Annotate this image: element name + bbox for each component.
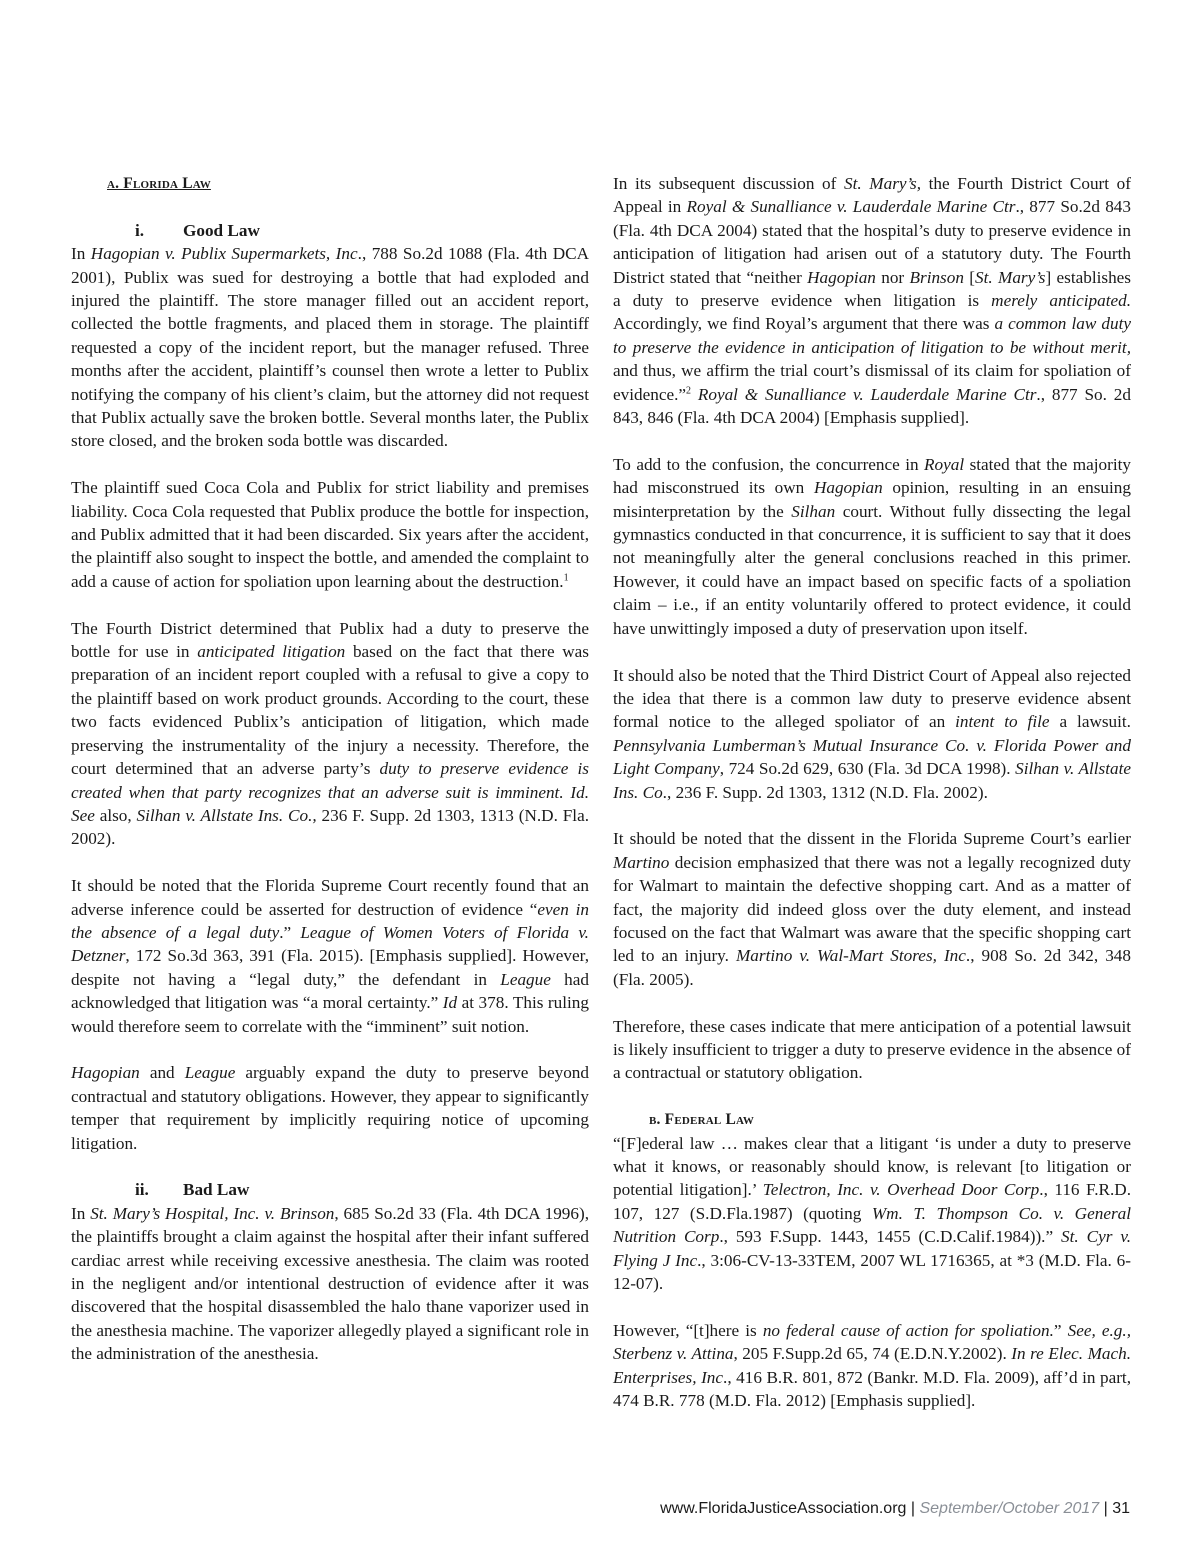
text-run: ., 3:06-CV-13-33TEM, 2007 WL 1716365, at *3 (M.D. Fla. 6-12-07). bbox=[613, 1250, 1131, 1294]
italic-text: Royal bbox=[924, 454, 965, 474]
paragraph bbox=[613, 1015, 1131, 1085]
italic-text: Martino v. Wal-Mart Stores, Inc bbox=[735, 946, 966, 966]
subheading-good-law bbox=[71, 219, 589, 242]
paragraph bbox=[613, 1319, 1131, 1413]
paragraph bbox=[613, 172, 1131, 429]
text-run: decision emphasized that there was not a legally recognized duty for Walmart to maintain the defective shopping cart. And as a matter of fact, the majority did indeed gloss over the duty element, and instead focused on the fact that Walmart was aware that the specific shopping cart led to an injury. bbox=[613, 852, 1131, 966]
italic-text: Martino bbox=[613, 852, 670, 872]
italic-text: Silhan v. Allstate Ins. Co., bbox=[136, 805, 317, 825]
italic-text: League of Women Voters of Florida v. Detzner bbox=[71, 922, 589, 966]
text-run: nor bbox=[875, 267, 910, 287]
text-run: , 685 So.2d 33 (Fla. 4th DCA 1996), the plaintiffs brought a claim against the hospital after their infant suffered cardiac arrest while receiving excessive anesthesia. The claim was rooted in the negligent and/or intentional destruction of evidence after it was discovered that the hospital disassembled the halo thane vaporizer used in the anesthesia machine. The vaporizer allegedly played a significant role in the administration of the anesthesia. bbox=[71, 1203, 589, 1364]
italic-text: duty to preserve evidence is created when that party recognizes that an adverse suit is imminent. Id. See bbox=[71, 759, 589, 825]
footnote-marker: 1 bbox=[563, 572, 569, 584]
text-run: It should be noted that the Florida Supreme Court recently found that an adverse inference could be asserted for destruction of evidence “ bbox=[71, 876, 589, 919]
text-run: , 205 F.Supp.2d 65, 74 (E.D.N.Y.2002). bbox=[733, 1344, 1012, 1364]
italic-text: St. Mary’s bbox=[975, 267, 1046, 287]
text-run: Therefore, these cases indicate that mere anticipation of a potential lawsuit is likely insufficient to trigger a duty to preserve evidence in the absence of a contractual or statutory obligation. bbox=[613, 1016, 1131, 1083]
text-run: based on the fact that there was preparation of an incident report coupled with a refusal to give a copy to the plaintiff based on work product grounds. According to the court, these two facts evidenced Publix’s anticipation of litigation, which made preserving the instrumentality of the injury a necessity. Therefore, the court determined that an adverse party’s bbox=[71, 642, 589, 779]
italic-text: See, e.g., Sterbenz v. Attina bbox=[613, 1320, 1131, 1364]
italic-text: In re Elec. Mach. Enterprises, Inc bbox=[613, 1344, 1131, 1387]
footer-issue-date: September/October 2017 bbox=[919, 1500, 1100, 1517]
italic-text: Pennsylvania Lumberman’s Mutual Insurance Co. v. Florida Power and Light Company bbox=[613, 735, 1131, 779]
footer-separator: | bbox=[906, 1500, 920, 1517]
text-run: In bbox=[71, 244, 91, 264]
text-run: arguably expand the duty to preserve beyond contractual and statutory obligations. However, they appear to significantly temper that requirement by implicitly requiring notice of upcoming litigation. bbox=[71, 1063, 589, 1153]
italic-text: Brinson bbox=[909, 267, 964, 287]
italic-text: even in the absence of a legal duty bbox=[71, 899, 589, 942]
paragraph bbox=[71, 1061, 589, 1155]
text-run: court. Without fully dissecting the legal gymnastics conducted in that concurrence, it is sufficient to say that it does not meaningfully alter the general conclusions reached in this primer. However, it could have an impact based on specific facts of a spoliation claim – i.e., if an entity voluntarily offered to protect evidence, it could have unwittingly imposed a duty of preservation upon itself. bbox=[613, 501, 1132, 638]
text-run: ” bbox=[1053, 1320, 1068, 1340]
text-run: at 378. This ruling would therefore seem to correlate with the “imminent” suit notion. bbox=[71, 993, 589, 1036]
italic-text: Telectron, Inc. v. Overhead Door Corp bbox=[762, 1180, 1040, 1200]
text-run: ., 416 B.R. 801, 872 (Bankr. M.D. Fla. 2009), aff’d in part, 474 B.R. 778 (M.D. Fla. 2012) [Emphasis supplied]. bbox=[613, 1367, 1131, 1411]
text-run: a lawsuit. bbox=[1049, 712, 1131, 732]
italic-text: merely anticipated. bbox=[991, 291, 1131, 311]
text-run: had acknowledged that litigation was “a moral certainty.” bbox=[71, 969, 589, 1013]
italic-text: League bbox=[184, 1063, 236, 1083]
text-run: also, bbox=[94, 805, 137, 825]
text-run: ., 593 F.Supp. 1443, 1455 (C.D.Calif.1984)).” bbox=[719, 1227, 1062, 1247]
subheading-title: Bad Law bbox=[183, 1180, 250, 1200]
paragraph bbox=[613, 664, 1131, 804]
paragraph bbox=[613, 453, 1131, 640]
italic-text: St. Cyr v. Flying J Inc bbox=[613, 1227, 1131, 1270]
page-footer bbox=[660, 1500, 1130, 1518]
text-run: To add to the confusion, the concurrence in bbox=[613, 454, 925, 474]
italic-text: St. Mary’s, bbox=[844, 174, 922, 193]
text-run: However, “[t]here is bbox=[613, 1320, 763, 1340]
text-run: In its subsequent discussion of bbox=[613, 174, 844, 193]
italic-text: Royal & Sunalliance v. Lauderdale Marine Ctr bbox=[686, 197, 1016, 217]
italic-text: League bbox=[500, 969, 551, 989]
text-run: and thus, we affirm the trial court’s dismissal of its claim for spoliation of evidence.” bbox=[613, 361, 1131, 404]
subheading-number: ii. bbox=[135, 1180, 149, 1200]
italic-text: St. Mary’s Hospital, Inc. v. Brinson bbox=[90, 1203, 335, 1223]
text-run: , 724 So.2d 629, 630 (Fla. 3d DCA 1998). bbox=[719, 759, 1016, 779]
text-run: ., 908 So. 2d 342, 348 (Fla. 2005). bbox=[613, 946, 1131, 989]
subheading-title: Good Law bbox=[183, 220, 260, 240]
italic-text: intent to file bbox=[955, 712, 1050, 732]
left-column bbox=[71, 172, 589, 1366]
text-run: and bbox=[139, 1063, 185, 1083]
paragraph bbox=[71, 1202, 589, 1366]
footnote-marker: 2 bbox=[686, 384, 691, 396]
page-number: 31 bbox=[1112, 1500, 1130, 1517]
italic-text: Wm. T. Thompson Co. v. General Nutrition Corp bbox=[613, 1203, 1132, 1247]
italic-text: no federal cause of action for spoliation. bbox=[762, 1320, 1054, 1340]
text-run: the Fourth District Court of Appeal in bbox=[613, 174, 1131, 217]
text-run bbox=[691, 385, 698, 404]
text-run: opinion, resulting in an ensuing misinterpretation by the bbox=[613, 478, 1131, 521]
paragraph bbox=[613, 827, 1131, 991]
section-heading-florida-law: a. Florida Law bbox=[107, 175, 211, 192]
text-run: In bbox=[71, 1203, 91, 1223]
text-run: 236 F. Supp. 2d 1303, 1313 (N.D. Fla. 2002). bbox=[71, 805, 589, 849]
italic-text: Hagopian bbox=[807, 267, 876, 287]
subheading-bad-law bbox=[71, 1178, 589, 1201]
italic-text: Id bbox=[442, 993, 458, 1013]
italic-text: Royal & Sunalliance v. Lauderdale Marine Ctr bbox=[697, 384, 1037, 404]
italic-text: Hagopian bbox=[813, 478, 883, 498]
italic-text: anticipated litigation bbox=[197, 642, 346, 662]
text-run: ., 877 So.2d 843 (Fla. 4th DCA 2004) stated that the hospital’s duty to preserve evidence in anticipation of litigation had arisen out of a statutory duty. The Fourth District stated that “neither bbox=[613, 197, 1131, 287]
text-run: The Fourth District determined that Publix had a duty to preserve the bottle for use in bbox=[71, 618, 589, 662]
italic-text: Silhan v. Allstate Ins. Co bbox=[613, 759, 1131, 802]
right-column bbox=[613, 172, 1131, 1412]
text-run: ., 116 F.R.D. 107, 127 (S.D.Fla.1987) (quoting bbox=[613, 1180, 1131, 1223]
footer-separator: | bbox=[1099, 1500, 1113, 1517]
text-run: It should also be noted that the Third District Court of Appeal also rejected the idea that there is a common law duty to preserve evidence absent formal notice to the alleged spoliator of an bbox=[613, 665, 1131, 732]
italic-text: Silhan bbox=[791, 501, 836, 521]
text-run: .” bbox=[279, 922, 301, 942]
italic-text: Hagopian bbox=[71, 1063, 140, 1083]
paragraph bbox=[613, 1132, 1131, 1296]
text-run: ] establishes a duty to preserve evidence when litigation is bbox=[613, 267, 1131, 311]
italic-text: a common law duty to preserve the evidence in anticipation of litigation to be without merit, bbox=[613, 314, 1131, 357]
text-run: Accordingly, we find Royal’s argument that there was bbox=[613, 314, 995, 334]
subheading-number: i. bbox=[135, 220, 145, 240]
italic-text: Hagopian v. Publix Supermarkets, Inc bbox=[90, 244, 358, 264]
text-run: [ bbox=[963, 267, 976, 287]
text-run: ., 877 So. 2d 843, 846 (Fla. 4th DCA 2004) [Emphasis supplied]. bbox=[613, 384, 1131, 428]
paragraph bbox=[71, 617, 589, 851]
text-run: , 172 So.3d 363, 391 (Fla. 2015). [Emphasis supplied]. However, despite not having a “legal duty,” the defendant in bbox=[71, 946, 589, 989]
section-heading-federal-law: b. Federal Law bbox=[649, 1111, 755, 1129]
text-run: ., 236 F. Supp. 2d 1303, 1312 (N.D. Fla. 2002). bbox=[662, 782, 988, 802]
text-run: The plaintiff sued Coca Cola and Publix for strict liability and premises liability. Coca Cola requested that Publix produce the bottle for inspection, and Publix admitted that it had been discarded. Six years after the accident, the plaintiff also sought to inspect the bottle, and amended the complaint to add a cause of action for spoliation upon learning about the destruction. bbox=[71, 478, 589, 591]
text-run: “[F]ederal law … makes clear that a litigant ‘is under a duty to preserve what it knows, or reasonably should know, is relevant [to litigation or potential litigation].’ bbox=[613, 1133, 1131, 1200]
text-run: It should be noted that the dissent in the Florida Supreme Court’s earlier bbox=[613, 829, 1131, 849]
paragraph bbox=[71, 476, 589, 593]
text-run: stated that the majority had misconstrued its own bbox=[613, 454, 1131, 498]
paragraph bbox=[71, 874, 589, 1038]
footer-website: www.FloridaJusticeAssociation.org bbox=[660, 1500, 907, 1517]
text-run: ., 788 So.2d 1088 (Fla. 4th DCA 2001), Publix was sued for destroying a bottle that had exploded and injured the plaintiff. The store manager filled out an accident report, collected the bottle fragments, and placed them in storage. The plaintiff requested a copy of the incident report, but the manager refused. Three months after the accident, plaintiff’s counsel then wrote a letter to Publix notifying the company of his client’s claim, but the attorney did not request that Publix actually save the broken bottle. Several months later, the Publix store closed, and the broken soda bottle was discarded. bbox=[71, 244, 589, 451]
paragraph bbox=[71, 242, 589, 453]
